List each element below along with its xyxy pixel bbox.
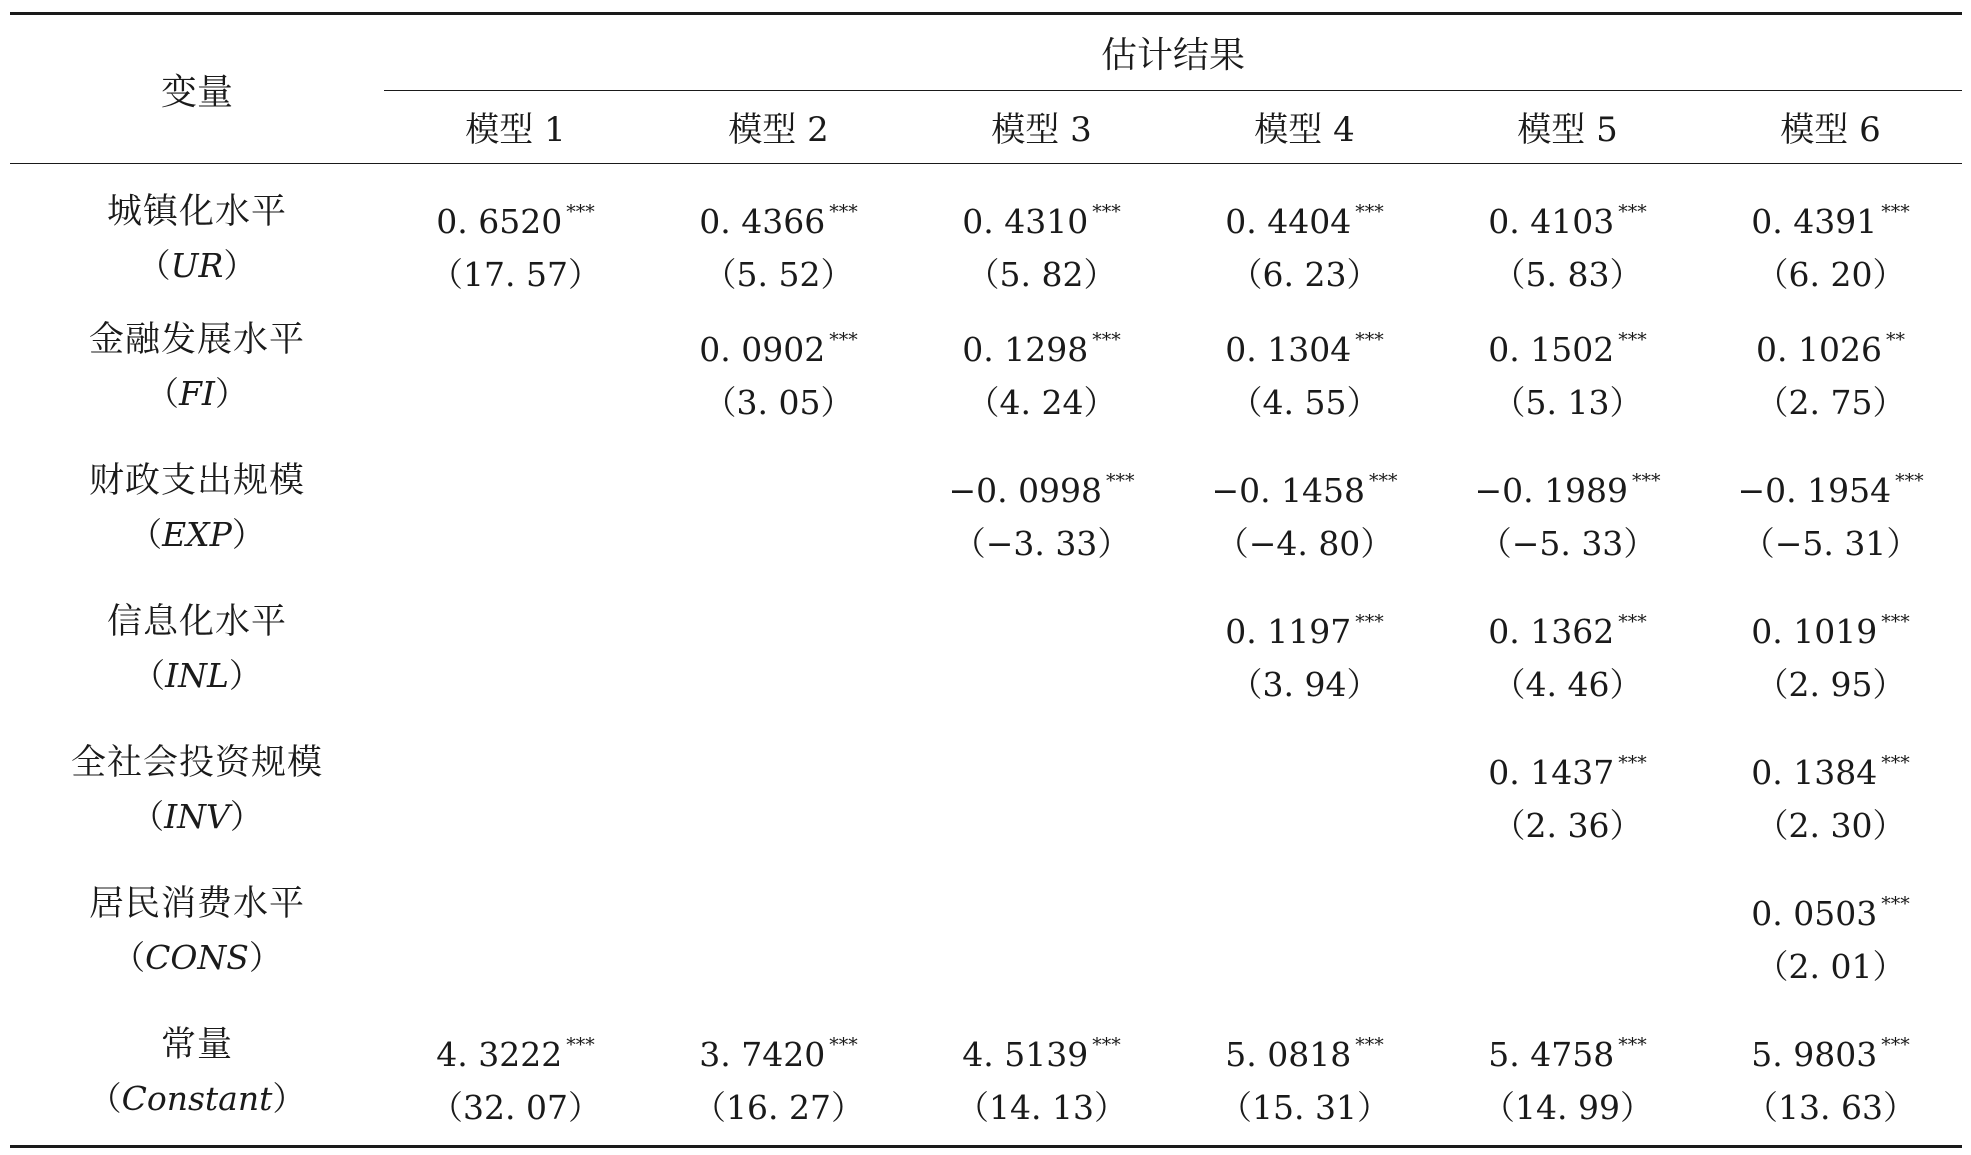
estimate-cell xyxy=(647,164,910,315)
estimate-cell xyxy=(1699,314,1962,455)
t-statistic: （2. 95） xyxy=(1755,665,1906,704)
significance-stars: ** xyxy=(1885,329,1905,351)
coefficient-value: −0. 1458 xyxy=(1211,471,1366,510)
coefficient-value: 4. 5139 xyxy=(962,1035,1089,1074)
estimate-cell xyxy=(1436,1019,1699,1147)
estimate-cell xyxy=(384,164,647,315)
significance-stars: *** xyxy=(829,1034,858,1056)
variable-abbreviation-text: INL xyxy=(165,656,229,695)
coefficient-value: 0. 4310 xyxy=(962,202,1089,241)
coefficient-value: 0. 4366 xyxy=(699,202,826,241)
coefficient xyxy=(1173,186,1436,248)
coefficient xyxy=(647,186,910,248)
coefficient xyxy=(1436,1019,1699,1081)
t-statistic-value: −4. 80 xyxy=(1248,524,1361,563)
variable-abbreviation: （INV） xyxy=(131,797,263,836)
t-statistic: （14. 13） xyxy=(956,1088,1127,1127)
estimate-cell xyxy=(1699,164,1962,315)
t-statistic-value: 17. 57 xyxy=(463,255,568,294)
significance-stars: *** xyxy=(1369,470,1398,492)
t-statistic: （−5. 31） xyxy=(1741,524,1920,563)
coefficient xyxy=(1699,455,1962,517)
estimate-cell xyxy=(647,455,910,596)
estimation-results-header: 估计结果 xyxy=(384,14,1962,91)
coefficient xyxy=(1436,737,1699,799)
t-statistic: （32. 07） xyxy=(430,1088,601,1127)
t-statistic: （17. 57） xyxy=(430,255,601,294)
variable-name: 常量 xyxy=(160,1025,233,1065)
t-statistic: （−3. 33） xyxy=(952,524,1131,563)
coefficient xyxy=(1699,596,1962,658)
table-row xyxy=(10,164,1962,315)
variable-abbreviation-text: FI xyxy=(179,374,215,413)
significance-stars: *** xyxy=(1092,1034,1121,1056)
coefficient-value: 0. 1019 xyxy=(1751,612,1878,651)
estimate-cell xyxy=(910,878,1173,1019)
coefficient-value: 0. 4404 xyxy=(1225,202,1352,241)
t-statistic-value: 16. 27 xyxy=(726,1088,831,1127)
estimate-cell xyxy=(384,1019,647,1147)
estimate-cell xyxy=(1699,878,1962,1019)
coefficient xyxy=(1173,596,1436,658)
coefficient-value: 3. 7420 xyxy=(699,1035,826,1074)
variable-name: 全社会投资规模 xyxy=(70,743,323,783)
coefficient xyxy=(1436,596,1699,658)
t-statistic-value: 13. 63 xyxy=(1778,1088,1883,1127)
coefficient-value: 4. 3222 xyxy=(436,1035,563,1074)
coefficient-value: 0. 1384 xyxy=(1751,753,1878,792)
table-row xyxy=(10,596,1962,737)
significance-stars: *** xyxy=(1092,201,1121,223)
estimate-cell xyxy=(1436,314,1699,455)
regression-results-table xyxy=(10,12,1962,1148)
variable-abbreviation: （EXP） xyxy=(129,515,265,554)
coefficient xyxy=(910,186,1173,248)
t-statistic-value: 5. 82 xyxy=(999,255,1084,294)
t-statistic-value: 5. 52 xyxy=(736,255,821,294)
significance-stars: *** xyxy=(1618,329,1647,351)
variable-name: 财政支出规模 xyxy=(88,461,305,501)
model-header: 模型 6 xyxy=(1699,90,1962,164)
coefficient xyxy=(1699,1019,1962,1081)
model-header: 模型 1 xyxy=(384,90,647,164)
t-statistic-value: −5. 33 xyxy=(1511,524,1624,563)
significance-stars: *** xyxy=(1881,201,1910,223)
significance-stars: *** xyxy=(829,329,858,351)
coefficient xyxy=(1173,314,1436,376)
variable-name: 信息化水平 xyxy=(106,602,287,642)
coefficient xyxy=(1699,737,1962,799)
coefficient xyxy=(1173,455,1436,517)
significance-stars: *** xyxy=(1618,611,1647,633)
estimate-cell xyxy=(910,596,1173,737)
estimate-cell xyxy=(647,314,910,455)
model-header: 模型 3 xyxy=(910,90,1173,164)
coefficient xyxy=(1436,314,1699,376)
estimate-cell xyxy=(910,737,1173,878)
coefficient-value: 0. 4103 xyxy=(1488,202,1615,241)
estimate-cell xyxy=(1173,737,1436,878)
t-statistic-value: 2. 36 xyxy=(1525,806,1610,845)
table-row xyxy=(10,737,1962,878)
t-statistic: （4. 46） xyxy=(1492,665,1643,704)
t-statistic: （5. 83） xyxy=(1492,255,1643,294)
model-header: 模型 5 xyxy=(1436,90,1699,164)
estimate-cell xyxy=(1173,164,1436,315)
t-statistic: （6. 23） xyxy=(1229,255,1380,294)
variable-abbreviation-text: Constant xyxy=(121,1079,273,1118)
coefficient-value: −0. 1954 xyxy=(1737,471,1892,510)
variable-abbreviation: （Constant） xyxy=(88,1079,306,1118)
coefficient-value: 0. 1437 xyxy=(1488,753,1615,792)
variable-abbreviation-text: EXP xyxy=(162,515,232,554)
coefficient-value: 5. 4758 xyxy=(1488,1035,1615,1074)
estimate-cell xyxy=(384,878,647,1019)
significance-stars: *** xyxy=(1355,201,1384,223)
significance-stars: *** xyxy=(1618,752,1647,774)
significance-stars: *** xyxy=(1895,470,1924,492)
t-statistic-value: 3. 05 xyxy=(736,383,821,422)
coefficient-value: 5. 9803 xyxy=(1751,1035,1878,1074)
coefficient xyxy=(384,1019,647,1081)
t-statistic: （2. 75） xyxy=(1755,383,1906,422)
t-statistic: （2. 30） xyxy=(1755,806,1906,845)
estimate-cell xyxy=(1436,737,1699,878)
t-statistic: （4. 24） xyxy=(966,383,1117,422)
table-row xyxy=(10,314,1962,455)
t-statistic-value: 4. 55 xyxy=(1262,383,1347,422)
t-statistic-value: −5. 31 xyxy=(1774,524,1887,563)
estimate-cell xyxy=(1173,1019,1436,1147)
t-statistic-value: 15. 31 xyxy=(1252,1088,1357,1127)
coefficient-value: 0. 1304 xyxy=(1225,330,1352,369)
estimate-cell xyxy=(1173,596,1436,737)
t-statistic-value: 2. 75 xyxy=(1788,383,1873,422)
t-statistic-value: 4. 46 xyxy=(1525,665,1610,704)
variable-name: 金融发展水平 xyxy=(88,320,305,360)
t-statistic-value: 32. 07 xyxy=(463,1088,568,1127)
significance-stars: *** xyxy=(1881,611,1910,633)
coefficient xyxy=(1699,314,1962,376)
significance-stars: *** xyxy=(1618,201,1647,223)
estimate-cell xyxy=(1436,596,1699,737)
estimate-cell xyxy=(384,737,647,878)
coefficient-value: −0. 1989 xyxy=(1474,471,1629,510)
t-statistic: （2. 01） xyxy=(1755,947,1906,986)
coefficient-value: 5. 0818 xyxy=(1225,1035,1352,1074)
estimate-cell xyxy=(1436,455,1699,596)
table-row xyxy=(10,878,1962,1019)
t-statistic-value: 3. 94 xyxy=(1262,665,1347,704)
variable-cell xyxy=(10,1019,384,1147)
estimate-cell xyxy=(1173,314,1436,455)
coefficient-value: 0. 0902 xyxy=(699,330,826,369)
variable-cell xyxy=(10,164,384,315)
significance-stars: *** xyxy=(1355,1034,1384,1056)
t-statistic-value: 6. 20 xyxy=(1788,255,1873,294)
t-statistic-value: 5. 83 xyxy=(1525,255,1610,294)
variable-abbreviation-text: UR xyxy=(170,246,224,285)
coefficient xyxy=(910,314,1173,376)
significance-stars: *** xyxy=(566,1034,595,1056)
t-statistic: （5. 13） xyxy=(1492,383,1643,422)
coefficient xyxy=(1173,1019,1436,1081)
coefficient-value: 0. 1298 xyxy=(962,330,1089,369)
coefficient-value: 0. 1197 xyxy=(1225,612,1352,651)
significance-stars: *** xyxy=(829,201,858,223)
t-statistic: （5. 52） xyxy=(703,255,854,294)
coefficient-value: 0. 1026 xyxy=(1756,330,1882,369)
t-statistic: （5. 82） xyxy=(966,255,1117,294)
coefficient xyxy=(384,186,647,248)
estimate-cell xyxy=(910,1019,1173,1147)
estimate-cell xyxy=(1699,737,1962,878)
t-statistic: （3. 94） xyxy=(1229,665,1380,704)
variable-cell xyxy=(10,314,384,455)
coefficient-value: 0. 6520 xyxy=(436,202,563,241)
variable-abbreviation: （CONS） xyxy=(112,938,282,977)
t-statistic-value: 4. 24 xyxy=(999,383,1084,422)
estimate-cell xyxy=(1436,878,1699,1019)
variable-cell xyxy=(10,737,384,878)
variable-header: 变量 xyxy=(10,14,384,164)
model-header: 模型 4 xyxy=(1173,90,1436,164)
coefficient xyxy=(1436,186,1699,248)
t-statistic: （14. 99） xyxy=(1482,1088,1653,1127)
estimate-cell xyxy=(910,455,1173,596)
t-statistic: （4. 55） xyxy=(1229,383,1380,422)
estimate-cell xyxy=(384,596,647,737)
model-header: 模型 2 xyxy=(647,90,910,164)
coefficient xyxy=(647,314,910,376)
variable-abbreviation: （INL） xyxy=(132,656,262,695)
coefficient xyxy=(910,455,1173,517)
estimate-cell xyxy=(910,164,1173,315)
estimate-cell xyxy=(1436,164,1699,315)
t-statistic: （6. 20） xyxy=(1755,255,1906,294)
coefficient-value: 0. 1502 xyxy=(1488,330,1615,369)
t-statistic-value: 2. 95 xyxy=(1788,665,1873,704)
variable-cell xyxy=(10,455,384,596)
estimate-cell xyxy=(1699,1019,1962,1147)
t-statistic: （2. 36） xyxy=(1492,806,1643,845)
significance-stars: *** xyxy=(566,201,595,223)
estimate-cell xyxy=(1699,455,1962,596)
variable-abbreviation: （UR） xyxy=(137,246,257,285)
coefficient-value: 0. 1362 xyxy=(1488,612,1615,651)
coefficient xyxy=(910,1019,1173,1081)
estimate-cell xyxy=(647,596,910,737)
variable-name: 城镇化水平 xyxy=(106,192,287,232)
variable-abbreviation-text: CONS xyxy=(145,938,249,977)
significance-stars: *** xyxy=(1106,470,1135,492)
significance-stars: *** xyxy=(1881,752,1910,774)
estimate-cell xyxy=(1173,878,1436,1019)
significance-stars: *** xyxy=(1881,893,1910,915)
coefficient xyxy=(647,1019,910,1081)
significance-stars: *** xyxy=(1092,329,1121,351)
estimate-cell xyxy=(647,878,910,1019)
coefficient xyxy=(1699,878,1962,940)
t-statistic: （15. 31） xyxy=(1219,1088,1390,1127)
estimate-cell xyxy=(384,314,647,455)
significance-stars: *** xyxy=(1618,1034,1647,1056)
variable-cell xyxy=(10,878,384,1019)
coefficient xyxy=(1436,455,1699,517)
t-statistic-value: 2. 30 xyxy=(1788,806,1873,845)
estimate-cell xyxy=(1173,455,1436,596)
coefficient xyxy=(1699,186,1962,248)
variable-cell xyxy=(10,596,384,737)
t-statistic-value: 14. 13 xyxy=(989,1088,1094,1127)
t-statistic-value: 14. 99 xyxy=(1515,1088,1620,1127)
significance-stars: *** xyxy=(1881,1034,1910,1056)
estimate-cell xyxy=(1699,596,1962,737)
table-body xyxy=(10,164,1962,1147)
variable-abbreviation-text: INV xyxy=(164,797,230,836)
coefficient-value: 0. 4391 xyxy=(1751,202,1878,241)
variable-abbreviation: （FI） xyxy=(146,374,248,413)
t-statistic: （−5. 33） xyxy=(1478,524,1657,563)
significance-stars: *** xyxy=(1355,329,1384,351)
coefficient-value: −0. 0998 xyxy=(948,471,1103,510)
estimate-cell xyxy=(910,314,1173,455)
t-statistic: （16. 27） xyxy=(693,1088,864,1127)
t-statistic: （13. 63） xyxy=(1745,1088,1916,1127)
estimate-cell xyxy=(384,455,647,596)
t-statistic-value: 5. 13 xyxy=(1525,383,1610,422)
variable-name: 居民消费水平 xyxy=(88,884,305,924)
coefficient-value: 0. 0503 xyxy=(1751,894,1878,933)
table-row xyxy=(10,1019,1962,1147)
t-statistic: （3. 05） xyxy=(703,383,854,422)
t-statistic: （−4. 80） xyxy=(1215,524,1394,563)
estimate-cell xyxy=(647,1019,910,1147)
t-statistic-value: 6. 23 xyxy=(1262,255,1347,294)
significance-stars: *** xyxy=(1632,470,1661,492)
significance-stars: *** xyxy=(1355,611,1384,633)
t-statistic-value: −3. 33 xyxy=(985,524,1098,563)
table-row xyxy=(10,455,1962,596)
t-statistic-value: 2. 01 xyxy=(1788,947,1873,986)
estimate-cell xyxy=(647,737,910,878)
